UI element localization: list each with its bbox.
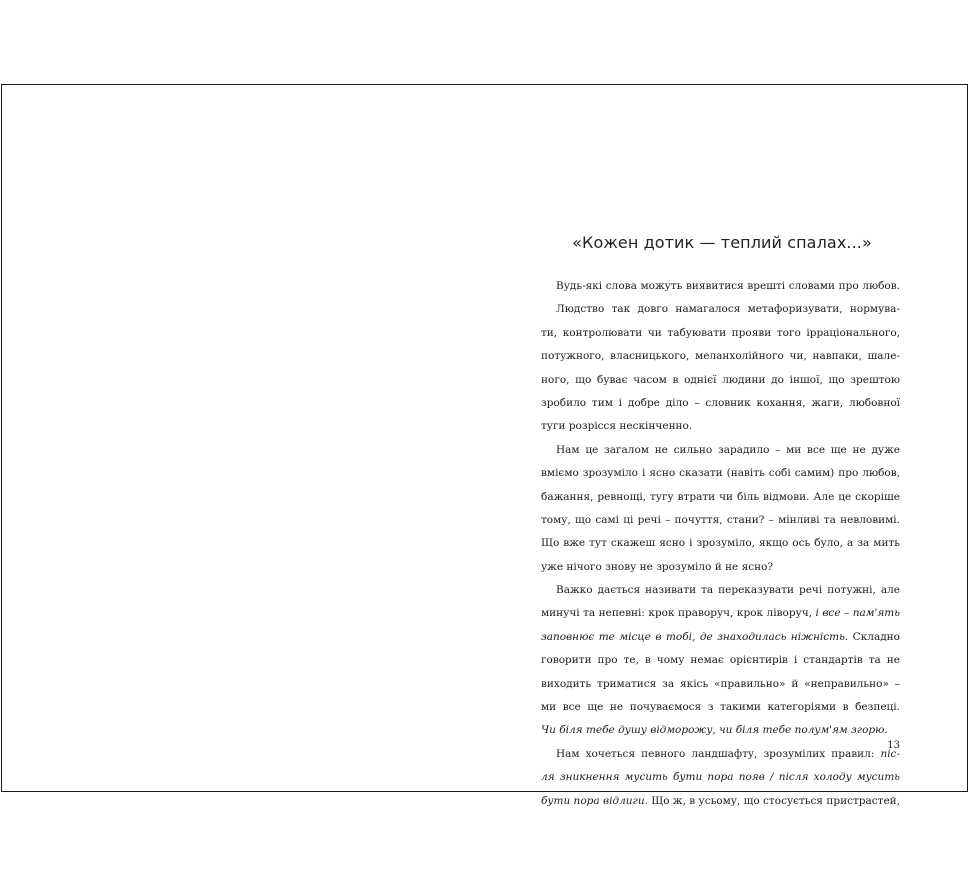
text-segment: Людство так довго намагалося метафоризувати, нормува- bbox=[556, 303, 900, 316]
chapter-title: «Кожен дотик — теплий спалах...» bbox=[572, 233, 872, 252]
text-line bbox=[541, 392, 900, 415]
text-line bbox=[541, 673, 900, 696]
text-line bbox=[541, 369, 900, 392]
text-line bbox=[541, 322, 900, 345]
text-segment: ного, що буває часом в однієї людини до іншої, що зрештою bbox=[541, 373, 900, 386]
text-line bbox=[541, 579, 900, 602]
text-segment: Нам хочеться певного ландшафту, зрозумілих правил: bbox=[556, 747, 881, 760]
text-line bbox=[541, 696, 900, 719]
italic-quote: ля зникнення мусить бути пора появ / після холоду мусить bbox=[541, 771, 900, 784]
text-line bbox=[541, 790, 900, 813]
text-line bbox=[541, 462, 900, 485]
text-line bbox=[541, 743, 900, 766]
text-line bbox=[541, 345, 900, 368]
text-segment: ти, контролювати чи табуювати прояви того ірраціонального, bbox=[541, 326, 900, 339]
text-line bbox=[541, 626, 900, 649]
text-line bbox=[541, 486, 900, 509]
italic-quote: Чи біля тебе душу відморожу, чи біля тебе полум'ям згорю. bbox=[541, 724, 888, 737]
text-line bbox=[541, 439, 900, 462]
text-segment: Складно bbox=[848, 630, 900, 643]
text-segment: говорити про те, в чому немає орієнтирів і стандартів та не bbox=[541, 654, 900, 667]
italic-quote: бути пора відлиги. bbox=[541, 794, 648, 807]
text-segment: Нам це загалом не сильно зарадило – ми все ще не дуже bbox=[556, 443, 900, 456]
text-line bbox=[541, 532, 900, 555]
text-segment: зробило тим і добре діло – словник кохання, жаги, любовної bbox=[541, 396, 900, 409]
text-line bbox=[541, 556, 900, 579]
left-page-blank bbox=[2, 85, 486, 791]
text-segment: виходить триматися за якісь «правильно» й «неправильно» – bbox=[541, 677, 900, 690]
italic-quote: і все – пам'ять bbox=[815, 607, 900, 620]
body-text bbox=[541, 275, 900, 813]
text-segment: туги розрісся нескінченно. bbox=[541, 420, 693, 433]
italic-quote: заповнює те місце в тобі, де знаходилась ніжність. bbox=[541, 630, 849, 643]
italic-quote: піс- bbox=[880, 747, 900, 760]
text-segment: Важко дається називати та переказувати речі потужні, але bbox=[556, 584, 900, 597]
text-line bbox=[541, 766, 900, 789]
text-segment: Що вже тут скажеш ясно і зрозуміло, якщо ось було, а за мить bbox=[541, 537, 900, 550]
text-line bbox=[541, 509, 900, 532]
text-line bbox=[541, 719, 900, 742]
book-spread bbox=[1, 84, 968, 807]
page-number: 13 bbox=[887, 740, 900, 751]
text-segment: ми все ще не почуваємося з такими категоріями в безпеці. bbox=[541, 701, 900, 714]
text-segment: минучі та непевні: крок праворуч, крок ліворуч, bbox=[541, 607, 816, 620]
text-segment: Що ж, в усьому, що стосується пристрастей, bbox=[647, 794, 900, 807]
text-segment: бажання, ревнощі, тугу втрати чи біль відмови. Але це скоріше bbox=[541, 490, 900, 503]
right-page bbox=[486, 85, 969, 807]
text-line bbox=[541, 298, 900, 321]
text-line bbox=[541, 602, 900, 625]
text-segment: тому, що самі ці речі – почуття, стани? – мінливі та невловимі. bbox=[541, 513, 900, 526]
text-line bbox=[541, 275, 900, 298]
text-segment: вміємо зрозуміло і ясно сказати (навіть собі самим) про любов, bbox=[541, 467, 900, 480]
text-segment: потужного, власницького, меланхолійного чи, навпаки, шале- bbox=[541, 350, 900, 363]
text-line bbox=[541, 415, 900, 438]
text-segment: Вудь-які слова можуть виявитися врешті словами про любов. bbox=[556, 280, 900, 292]
text-line bbox=[541, 649, 900, 672]
text-segment: уже нічого знову не зрозуміло й не ясно? bbox=[541, 560, 774, 573]
